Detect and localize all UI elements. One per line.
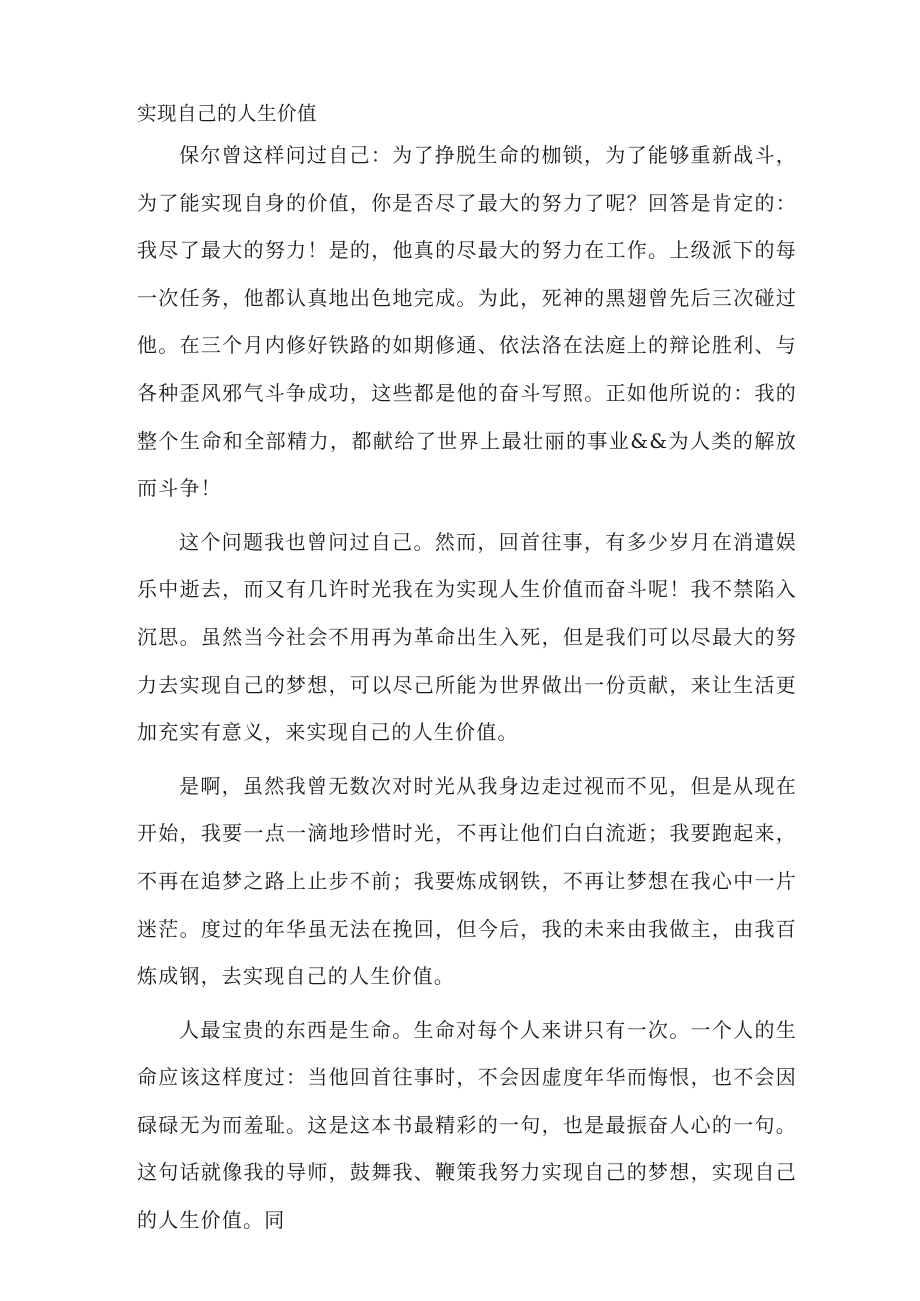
paragraph: 这个问题我也曾问过自己。然而，回首往事，有多少岁月在消遣娱乐中逝去，而又有几许时光我在为实现人生价值而奋斗呢！我不禁陷入沉思。虽然当今社会不用再为革命出生入死，但是我们可以尽最大的努力去实现自己的梦想，可以尽己所能为世界做出一份贡献，来让生活更加充实有意义，来实现自己的人生价值。 bbox=[137, 529, 797, 745]
paragraph: 是啊，虽然我曾无数次对时光从我身边走过视而不见，但是从现在开始，我要一点一滴地珍惜时光，不再让他们白白流逝；我要跑起来，不再在追梦之路上止步不前；我要炼成钢铁，不再让梦想在我心中一片迷茫。度过的年华虽无法在挽回，但今后，我的未来由我做主，由我百炼成钢，去实现自己的人生价值。 bbox=[137, 773, 797, 989]
paragraph: 人最宝贵的东西是生命。生命对每个人来讲只有一次。一个人的生命应该这样度过：当他回首往事时，不会因虚度年华而悔恨，也不会因碌碌无为而羞耻。这是这本书最精彩的一句，也是最振奋人心的一句。这句话就像我的导师，鼓舞我、鞭策我努力实现自己的梦想，实现自己的人生价值。同 bbox=[137, 1017, 797, 1233]
paragraph: 保尔曾这样问过自己：为了挣脱生命的枷锁，为了能够重新战斗，为了能实现自身的价值，你是否尽了最大的努力了呢？回答是肯定的：我尽了最大的努力！是的，他真的尽最大的努力在工作。上级派下的每一次任务，他都认真地出色地完成。为此，死神的黑翅曾先后三次碰过他。在三个月内修好铁路的如期修通、依法洛在法庭上的辩论胜利、与各种歪风邪气斗争成功，这些都是他的奋斗写照。正如他所说的：我的整个生命和全部精力，都献给了世界上最壮丽的事业&&为人类的解放而斗争！ bbox=[137, 143, 797, 501]
document-title: 实现自己的人生价值 bbox=[137, 102, 318, 125]
document-body bbox=[137, 98, 797, 1245]
